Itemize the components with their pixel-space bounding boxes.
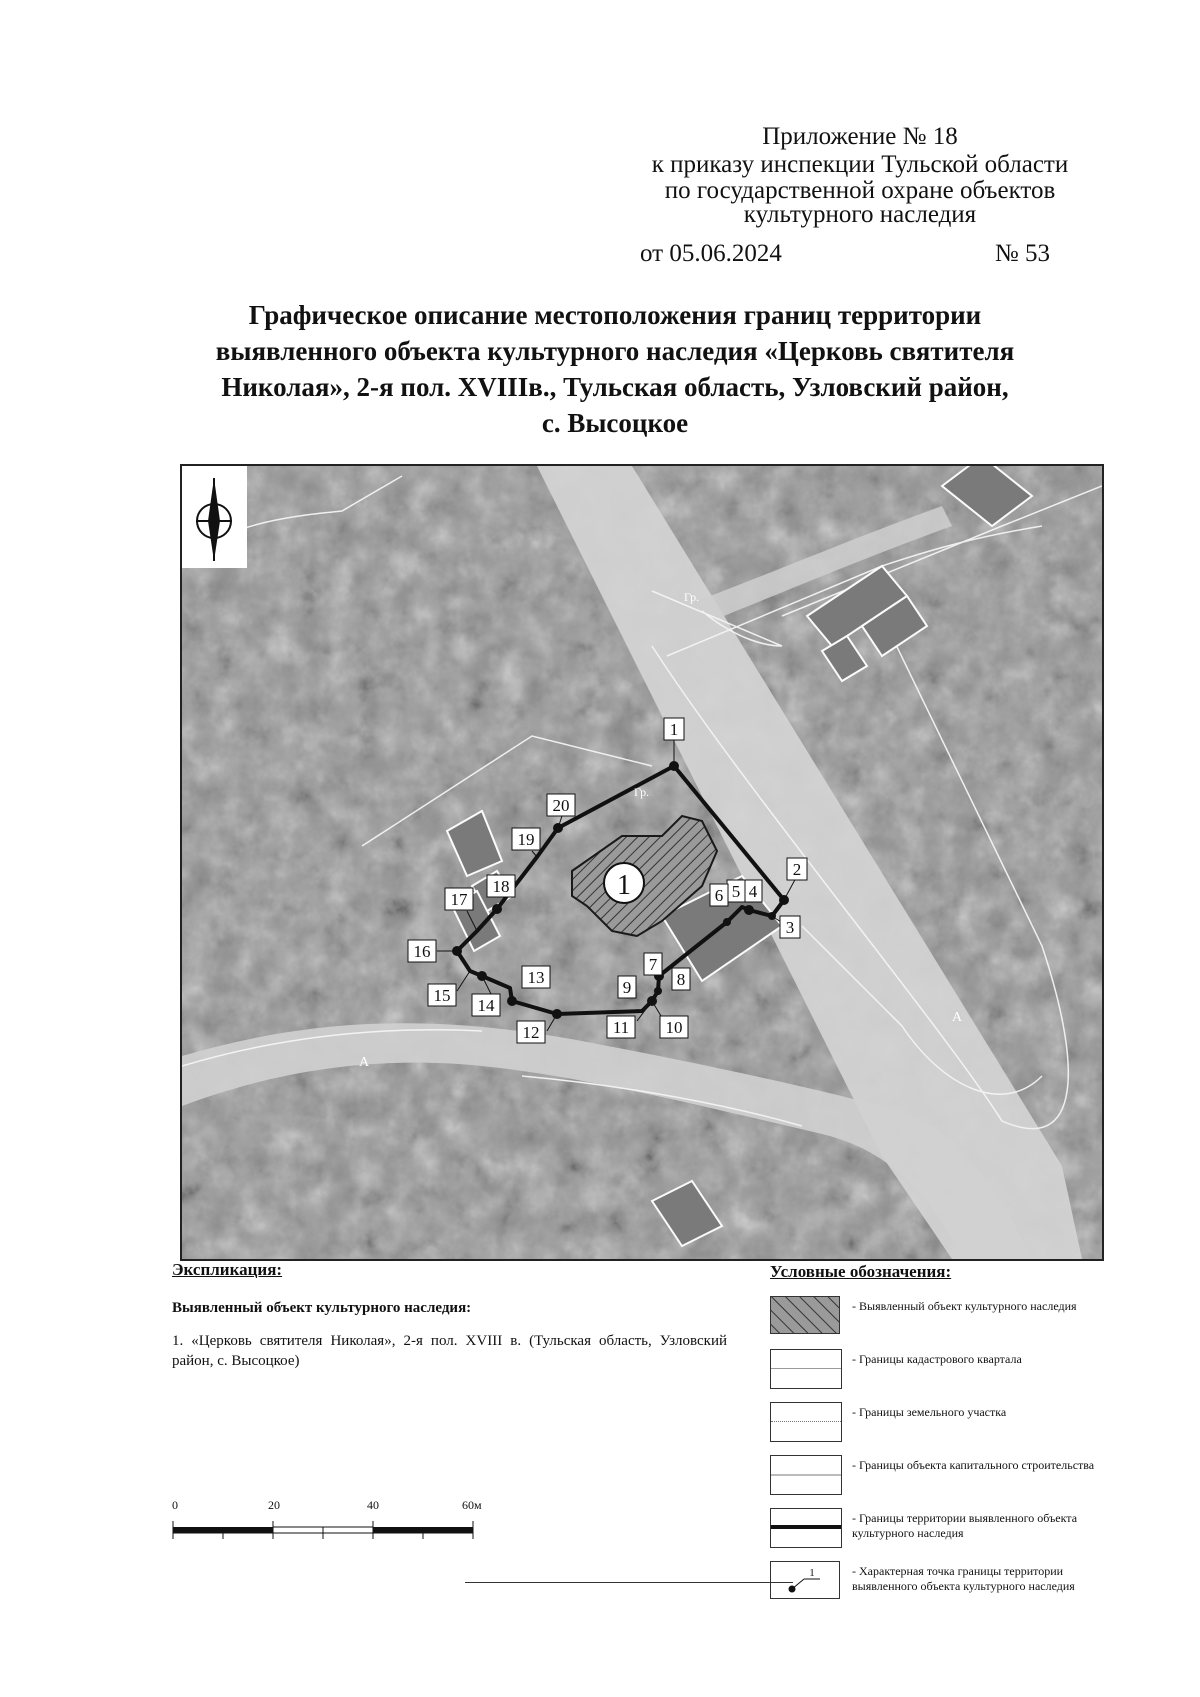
title-line-1: Графическое описание местоположения границ территории — [248, 300, 982, 330]
road-label-a-left: А — [359, 1055, 370, 1070]
svg-text:18: 18 — [492, 877, 510, 896]
object-marker-label: 1 — [617, 870, 631, 901]
header-line-4: культурного наследия — [743, 201, 977, 228]
svg-text:3: 3 — [785, 918, 795, 937]
label-point-4 — [744, 880, 762, 902]
boundary-point-4 — [744, 905, 754, 915]
boundary-point-9 — [654, 987, 662, 995]
order-number: № 53 — [994, 240, 1050, 267]
label-point-7 — [644, 953, 662, 975]
legend-label-boundary-point: - Характерная точка границы территории выявленного объекта культурного наследия — [852, 1564, 1075, 1593]
svg-text:19: 19 — [517, 830, 535, 849]
label-point-18 — [487, 875, 515, 897]
header-line-3: по государственной охране объектов — [664, 177, 1056, 204]
explication-title: Экспликация: — [172, 1260, 283, 1279]
boundary-point-6 — [723, 918, 731, 926]
scale-tick-0: 0 — [172, 1498, 178, 1512]
scale-tick-60: 60м — [462, 1498, 482, 1512]
svg-text:14: 14 — [477, 996, 495, 1015]
svg-text:7: 7 — [648, 955, 658, 974]
boundary-point-18 — [492, 904, 502, 914]
label-point-5 — [727, 880, 745, 902]
map-svg — [182, 466, 1102, 1259]
legend-item-heritage-object — [770, 1296, 1100, 1340]
road-label-gr-mid: Гр. — [634, 785, 650, 799]
svg-text:10: 10 — [665, 1018, 683, 1037]
swatch-boundary-point — [770, 1561, 840, 1599]
legend-label-heritage-object: - Выявленный объект культурного наследия — [852, 1299, 1077, 1313]
svg-text:5: 5 — [731, 882, 741, 901]
satellite-map — [180, 464, 1104, 1261]
legend — [770, 1262, 1100, 1605]
swatch-capital-construction — [770, 1455, 842, 1495]
header-line-1: Приложение № 18 — [762, 123, 958, 150]
header-line-2: к приказу инспекции Тульской области — [651, 151, 1069, 178]
svg-text:1: 1 — [669, 720, 679, 739]
explication — [172, 1260, 727, 1371]
scale-bar — [172, 1497, 482, 1547]
date-line — [640, 240, 1050, 268]
legend-title: Условные обозначения: — [770, 1262, 952, 1281]
svg-text:15: 15 — [433, 986, 451, 1005]
road-label-a-right: А — [952, 1010, 963, 1025]
svg-text:4: 4 — [748, 882, 758, 901]
label-point-8 — [672, 968, 690, 990]
legend-item-territory-boundary — [770, 1508, 1100, 1552]
svg-text:20: 20 — [552, 796, 570, 815]
north-arrow-icon — [182, 466, 247, 568]
svg-text:2: 2 — [792, 860, 802, 879]
explication-item: 1. «Церковь святителя Николая», 2-я пол. XVIII в. (Тульская область, Узловский район, с. Высоцкое) — [172, 1333, 727, 1369]
swatch-land-plot — [770, 1402, 842, 1442]
svg-text:11: 11 — [612, 1018, 630, 1037]
legend-label-land-plot: - Границы земельного участка — [852, 1405, 1007, 1419]
legend-item-boundary-point — [770, 1561, 1100, 1605]
label-point-9 — [618, 976, 636, 998]
label-point-6 — [710, 884, 728, 906]
legend-item-capital-construction — [770, 1455, 1100, 1499]
title-line-4: с. Высоцкое — [541, 408, 689, 438]
title-line-3: Николая», 2-я пол. XVIIIв., Тульская область, Узловский район, — [221, 372, 1009, 402]
svg-text:17: 17 — [450, 890, 468, 909]
svg-text:9: 9 — [622, 978, 632, 997]
title-line-2: выявленного объекта культурного наследия «Церковь святителя — [215, 336, 1015, 366]
legend-label-territory-boundary: - Границы территории выявленного объекта культурного наследия — [852, 1511, 1078, 1540]
svg-text:12: 12 — [522, 1023, 540, 1042]
swatch-heritage-object — [770, 1296, 840, 1334]
legend-item-cadastral-quarter — [770, 1349, 1100, 1393]
road-label-gr-top: Гр. — [684, 590, 700, 604]
swatch-point-label: 1 — [809, 1567, 815, 1579]
order-date: от 05.06.2024 — [640, 240, 782, 267]
explication-subtitle: Выявленный объект культурного наследия: — [172, 1300, 472, 1316]
label-point-13 — [522, 966, 550, 988]
bottom-rule — [465, 1582, 793, 1583]
document-title — [150, 297, 1080, 441]
legend-label-capital-construction: - Границы объекта капитального строительства — [852, 1458, 1095, 1472]
svg-text:6: 6 — [714, 886, 724, 905]
scale-tick-20: 20 — [268, 1498, 280, 1512]
swatch-territory-boundary — [770, 1508, 842, 1548]
legend-item-land-plot — [770, 1402, 1100, 1446]
swatch-cadastral-quarter — [770, 1349, 842, 1389]
svg-text:8: 8 — [676, 970, 686, 989]
svg-text:13: 13 — [527, 968, 545, 987]
boundary-point-13 — [507, 996, 517, 1006]
legend-label-cadastral-quarter: - Границы кадастрового квартала — [852, 1352, 1022, 1366]
scale-tick-40: 40 — [367, 1498, 379, 1512]
svg-text:16: 16 — [413, 942, 431, 961]
